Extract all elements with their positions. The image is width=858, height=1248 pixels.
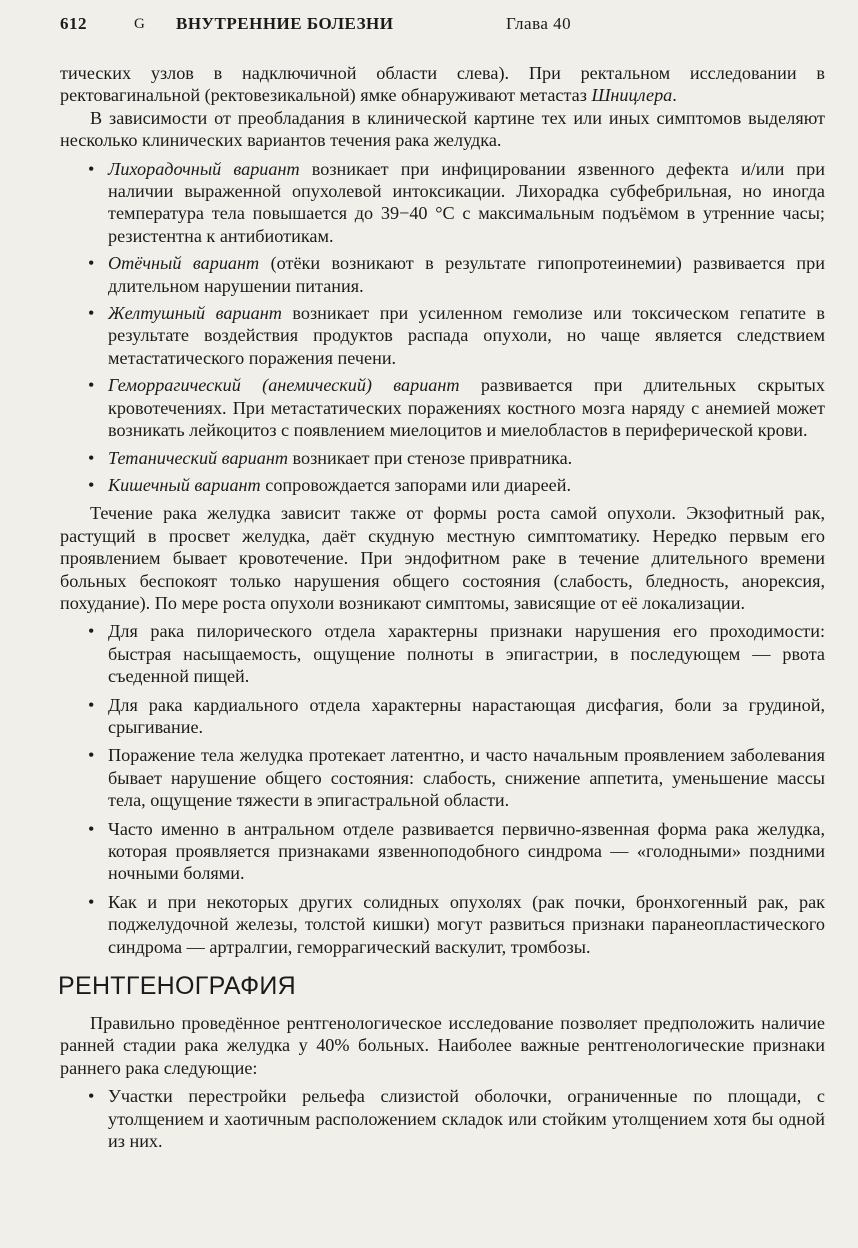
list-item: • Желтушный вариант возникает при усиленном гемолизе или токсическом гепатите в результате воздействия продуктов распада опухоли, но чаще является следствием метастатического поражения печени. bbox=[60, 302, 825, 369]
clinical-variants-list bbox=[60, 158, 825, 497]
list-item: • Лихорадочный вариант возникает при инфицировании язвенного дефекта и/или при наличии выраженной опухолевой интоксикации. Лихорадка субфебрильная, но иногда температура тела повышается до 39−40 °C с максимальным подъёмом в утренние часы; резистентна к антибиотикам. bbox=[60, 158, 825, 248]
variants-intro-paragraph: В зависимости от преобладания в клинической картине тех или иных симптомов выделяют несколько клинических вариантов течения рака желудка. bbox=[60, 107, 825, 151]
list-item: • Участки перестройки рельефа слизистой оболочки, ограниченные по площади, с утолщением и хаотичным расположением складок или стойким утолщением хотя бы одной из них. bbox=[60, 1085, 825, 1152]
list-item: • Часто именно в антральном отделе развивается первично-язвенная форма рака желудка, которая проявляется признаками язвенноподобного синдрома — «голодными» поздними ночными болями. bbox=[60, 818, 825, 885]
list-item: • Отёчный вариант (отёки возникают в результате гипопротеинемии) развивается при длительном нарушении питания. bbox=[60, 252, 825, 297]
list-item: • Геморрагический (анемический) вариант развивается при длительных скрытых кровотечениях. При метастатических поражениях костного мозга наряду с анемией может возникать лейкоцитоз с появлением миелоцитов и миелобластов в периферической крови. bbox=[60, 374, 825, 441]
list-item: • Поражение тела желудка протекает латентно, и часто начальным проявлением заболевания бывает нарушение общего состояния: слабость, снижение аппетита, уменьшение массы тела, ощущение тяжести в эпигастральной области. bbox=[60, 744, 825, 811]
list-item: • Как и при некоторых других солидных опухолях (рак почки, бронхогенный рак, рак поджелудочной железы, толстой кишки) могут развиться признаки паранеопластического синдрома — артралгии, геморрагический васкулит, тромбозы. bbox=[60, 891, 825, 958]
localization-list bbox=[60, 620, 825, 958]
book-title: ВНУТРЕННИЕ БОЛЕЗНИ bbox=[176, 14, 394, 33]
list-item: • Для рака кардиального отдела характерны нарастающая дисфагия, боли за грудиной, срыгивание. bbox=[60, 694, 825, 739]
intro-paragraph: тических узлов в надключичной области слева). При ректальном исследовании в ректовагинальной (ректовезикальной) ямке обнаруживают метастаз Шницлера. bbox=[60, 63, 825, 106]
page-body bbox=[60, 62, 825, 1158]
section-heading: РЕНТГЕНОГРАФИЯ bbox=[58, 972, 297, 1001]
course-paragraph: Течение рака желудка зависит также от формы роста самой опухоли. Экзофитный рак, растущий в просвет желудка, даёт скудную местную симптоматику. Нередко первым его проявлением бывает кровотечение. При эндофитном раке в течение длительного времени больных беспокоят только нарушения общего состояния (слабость, бледность, анорексия, похудание). По мере роста опухоли возникают симптомы, зависящие от её локализации. bbox=[60, 503, 825, 613]
list-item: • Кишечный вариант сопровождается запорами или диареей. bbox=[60, 474, 825, 496]
page-number: 612 bbox=[60, 14, 87, 33]
schnitzler-term: Шницлера bbox=[591, 85, 673, 106]
section-letter: G bbox=[134, 16, 146, 32]
list-item: • Тетанический вариант возникает при стенозе привратника. bbox=[60, 447, 825, 469]
running-header bbox=[60, 12, 820, 36]
list-item: • Для рака пилорического отдела характерны признаки нарушения его проходимости: быстрая насыщаемость, ощущение полноты в эпигастрии, в последующем — рвота съеденной пищей. bbox=[60, 620, 825, 687]
chapter-label: Глава 40 bbox=[506, 14, 572, 33]
xray-signs-list bbox=[60, 1085, 825, 1152]
xray-paragraph: Правильно проведённое рентгенологическое исследование позволяет предположить наличие ранней стадии рака желудка у 40% больных. Наиболее важные рентгенологические признаки раннего рака следующие: bbox=[60, 1013, 825, 1078]
